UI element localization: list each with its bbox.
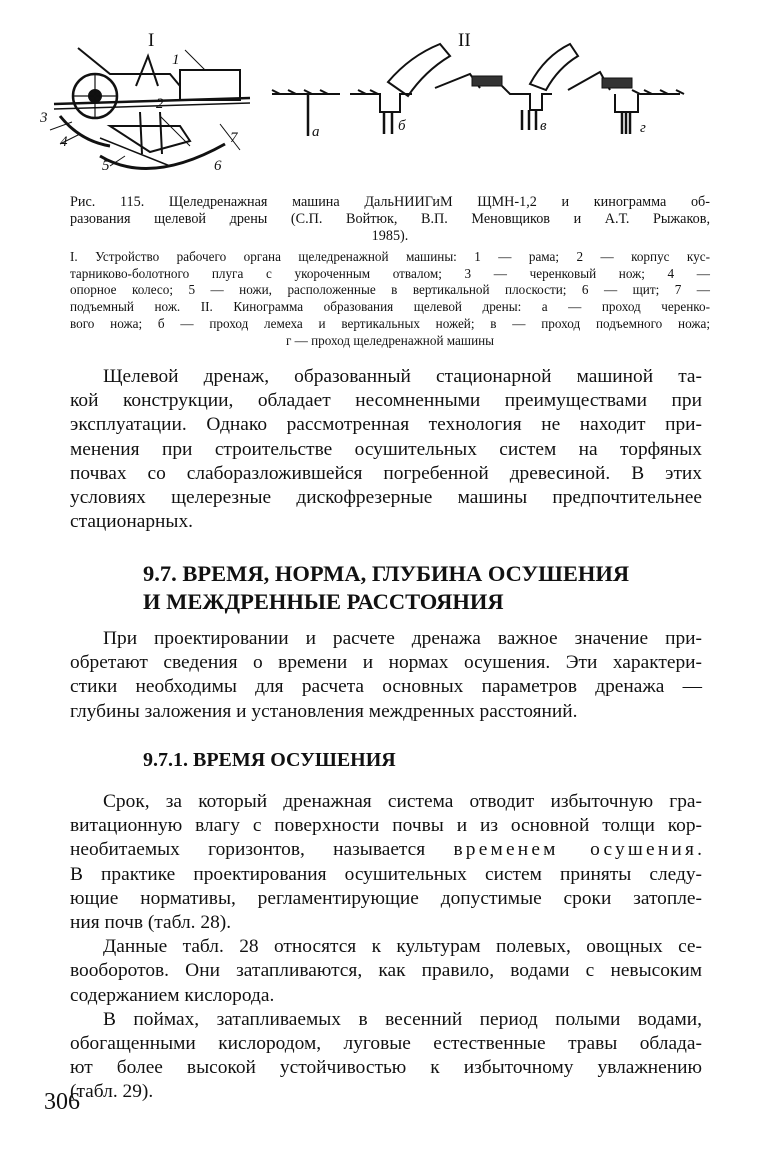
caption-legend-line: опорное колесо; 5 — ножи, расположенные в вертикальной плоскости; 6 — щит; 7 — — [70, 282, 710, 298]
paragraph-design-intro — [70, 627, 702, 724]
text-line: вооборотов. Они затапливаются, как правило, водами с невысоким — [70, 960, 702, 982]
caption-legend-line: тарниково-болотного плуга с укороченным отвалом; 3 — черенковый нож; 4 — — [70, 265, 710, 281]
stage-label-b: б — [398, 118, 406, 134]
text-line: В поймах, затапливаемых в весенний период полыми водами, — [103, 1008, 702, 1030]
stage-label-g: г — [640, 120, 646, 136]
caption-title-line: 1985). — [371, 228, 409, 244]
heading-line: И МЕЖДРЕННЫЕ РАССТОЯНИЯ — [143, 589, 504, 614]
defined-term: временем осушения — [453, 839, 698, 861]
callout-6: 6 — [214, 158, 222, 174]
text-line — [70, 838, 702, 862]
text-span: . — [697, 839, 702, 861]
text-line: обретают сведения о времени и нормах осушения. Эти характери- — [70, 652, 702, 674]
text-line: стики необходимы для расчета основных параметров дренажа — — [70, 676, 702, 698]
callout-2: 2 — [156, 96, 164, 112]
caption-legend-line: г — проход щеледренажной машины — [285, 332, 495, 348]
figure-caption-title — [70, 194, 710, 245]
text-line: В практике проектирования осушительных систем приняты следу- — [70, 863, 702, 885]
text-line: эксплуатации. Однако рассмотренная технология не находит при- — [70, 414, 702, 436]
text-line: содержанием кислорода. — [70, 984, 275, 1006]
text-line: кой конструкции, обладает несомненными преимуществами при — [70, 390, 702, 412]
text-line: менения при строительстве осушительных систем на торфяных — [70, 438, 702, 460]
text-line: ния почв (табл. 28). — [70, 912, 232, 934]
caption-legend-line: вого ножа; б — проход лемеха и вертикальных ножей; в — проход подъемного ножа; — [70, 315, 710, 331]
figure-caption-legend — [70, 249, 710, 349]
text-line: Данные табл. 28 относятся к культурам полевых, овощных се- — [103, 936, 702, 958]
callout-4: 4 — [60, 134, 68, 150]
heading-line: 9.7. ВРЕМЯ, НОРМА, ГЛУБИНА ОСУШЕНИЯ — [143, 561, 630, 586]
stage-label-a: а — [312, 124, 320, 140]
text-line: ющие нормативы, регламентирующие допустимые сроки затопле- — [70, 887, 702, 909]
subsection-heading-9-7-1: 9.7.1. ВРЕМЯ ОСУШЕНИЯ — [143, 749, 396, 771]
figure-label-part2: II — [458, 30, 471, 51]
text-line: обогащенными кислородом, луговые естественные травы облада- — [70, 1033, 702, 1055]
text-line: Щелевой дренаж, образованный стационарной машиной та- — [103, 366, 702, 387]
callout-5: 5 — [102, 158, 110, 174]
stage-label-v: в — [540, 118, 547, 134]
paragraph-slit-drainage — [70, 365, 702, 534]
text-line: условиях щелерезные дискофрезерные машины предпочтительнее — [70, 487, 702, 509]
callout-3: 3 — [40, 110, 48, 126]
section-heading-9-7 — [143, 560, 703, 616]
caption-legend-line: подъемный нож. II. Кинограмма образования щелевой дрены: а — проход черенко- — [70, 299, 710, 315]
figure-drawing — [40, 26, 700, 188]
caption-title-line: разования щелевой дрены (С.П. Войтюк, В.П. Меновщиков и А.Т. Рыжаков, — [70, 211, 710, 227]
text-line: Срок, за который дренажная система отводит избыточную гра- — [103, 791, 702, 812]
figure-label-part1: I — [148, 30, 155, 51]
text-line: (табл. 29). — [70, 1081, 154, 1103]
callout-7: 7 — [230, 130, 238, 146]
text-line: витационную влагу с поверхности почвы и из основной толщи кор- — [70, 815, 702, 837]
caption-title-line: Рис. 115. Щеледренажная машина ДальНИИГиМ ЩМН-1,2 и кинограмма об- — [70, 194, 710, 210]
page-number: 306 — [44, 1089, 80, 1115]
caption-legend-line: I. Устройство рабочего органа щеледренажной машины: 1 — рама; 2 — корпус кус- — [70, 249, 710, 264]
text-line: стационарных. — [70, 511, 193, 533]
text-line: глубины заложения и установления междренных расстояний. — [70, 700, 578, 722]
callout-1: 1 — [172, 52, 180, 68]
text-span: необитаемых горизонтов, называется — [70, 839, 454, 861]
text-line: почвах со слаборазложившейся погребенной древесиной. В этих — [70, 462, 702, 484]
section-body-drainage-time — [70, 790, 702, 1105]
text-line: ют более высокой устойчивостью к избыточному увлажнению — [70, 1057, 702, 1079]
figure-115 — [40, 26, 700, 188]
text-line: При проектировании и расчете дренажа важное значение при- — [103, 628, 702, 649]
